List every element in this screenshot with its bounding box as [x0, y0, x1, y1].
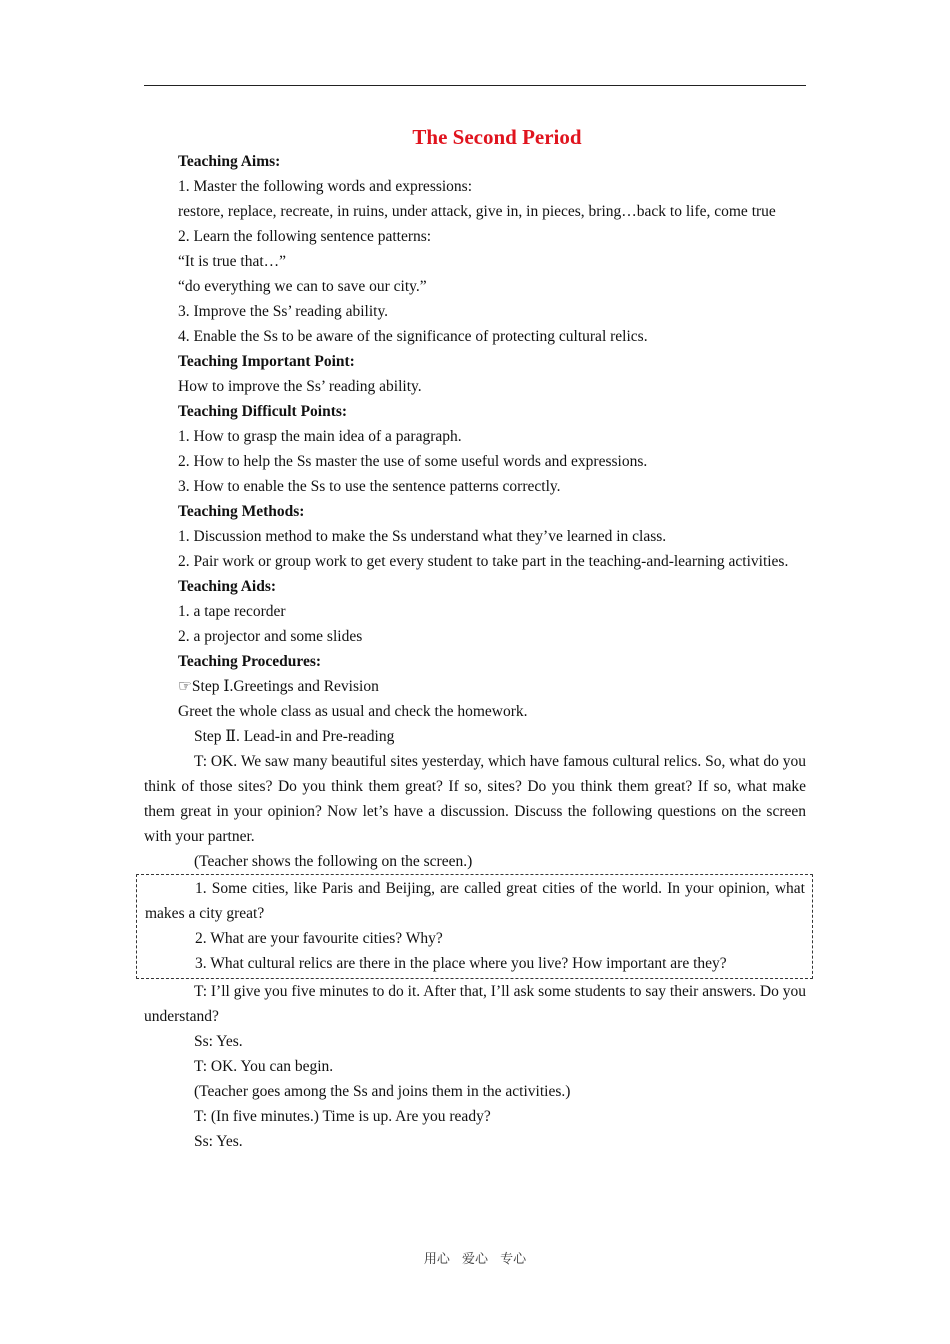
- aids-heading: Teaching Aids:: [178, 578, 277, 595]
- procedures-heading: Teaching Procedures:: [178, 653, 322, 670]
- difficult-heading: Teaching Difficult Points:: [178, 403, 348, 420]
- teacher-line-2: T: I’ll give you five minutes to do it. After that, I’ll ask some students to say their answers. Do you understand?: [144, 983, 806, 1025]
- important-text: How to improve the Ss’ reading ability.: [178, 378, 422, 395]
- students-line-2: Ss: Yes.: [194, 1133, 243, 1150]
- aims-item-1: 1. Master the following words and expressions:: [178, 178, 473, 195]
- step-1-text: Greet the whole class as usual and check the homework.: [178, 703, 528, 720]
- page-footer: 用心 爱心 专心: [423, 1252, 527, 1267]
- difficult-item-1: 1. How to grasp the main idea of a paragraph.: [178, 428, 462, 445]
- aids-item-1: 1. a tape recorder: [178, 603, 286, 620]
- step-2-heading: Step Ⅱ. Lead-in and Pre-reading: [194, 728, 395, 745]
- aims-item-4: 4. Enable the Ss to be aware of the significance of protecting cultural relics.: [178, 328, 648, 345]
- aims-pattern-1: “It is true that…”: [178, 253, 287, 270]
- stage-note-2: (Teacher goes among the Ss and joins them in the activities.): [194, 1083, 571, 1100]
- question-1: 1. Some cities, like Paris and Beijing, are called great cities of the world. In your opinion, what makes a city great?: [145, 880, 805, 922]
- aims-pattern-2: “do everything we can to save our city.”: [178, 278, 427, 295]
- methods-heading: Teaching Methods:: [178, 503, 305, 520]
- aims-words: restore, replace, recreate, in ruins, under attack, give in, in pieces, bring…back to life, come true: [178, 203, 776, 220]
- difficult-item-2: 2. How to help the Ss master the use of some useful words and expressions.: [178, 453, 648, 470]
- header-rule: [144, 85, 806, 86]
- discussion-questions-box: [136, 874, 813, 979]
- difficult-item-3: 3. How to enable the Ss to use the sentence patterns correctly.: [178, 478, 561, 495]
- aims-item-3: 3. Improve the Ss’ reading ability.: [178, 303, 389, 320]
- question-3: 3. What cultural relics are there in the place where you live? How important are they?: [195, 955, 727, 972]
- teacher-line-3: T: OK. You can begin.: [194, 1058, 334, 1075]
- teacher-line-1: T: OK. We saw many beautiful sites yesterday, which have famous cultural relics. So, what do you think of those sites? Do you think them great? If so, sites? Do you think them great? If so, what make them great in your opinion? Now let’s have a discussion. Discuss the following questions on the screen with your partner.: [144, 753, 806, 845]
- students-line-1: Ss: Yes.: [194, 1033, 243, 1050]
- page-title: The Second Period: [412, 125, 582, 149]
- methods-item-2: 2. Pair work or group work to get every student to take part in the teaching-and-learning activities.: [178, 553, 789, 570]
- question-2: 2. What are your favourite cities? Why?: [195, 930, 443, 947]
- lesson-content: [144, 149, 806, 1154]
- aims-heading: Teaching Aims:: [178, 153, 281, 170]
- step-1-heading: ☞Step Ⅰ.Greetings and Revision: [178, 678, 379, 695]
- methods-item-1: 1. Discussion method to make the Ss understand what they’ve learned in class.: [178, 528, 667, 545]
- stage-note-1: (Teacher shows the following on the screen.): [194, 853, 473, 870]
- teacher-line-4: T: (In five minutes.) Time is up. Are you ready?: [194, 1108, 491, 1125]
- aids-item-2: 2. a projector and some slides: [178, 628, 363, 645]
- important-heading: Teaching Important Point:: [178, 353, 355, 370]
- aims-item-2: 2. Learn the following sentence patterns:: [178, 228, 432, 245]
